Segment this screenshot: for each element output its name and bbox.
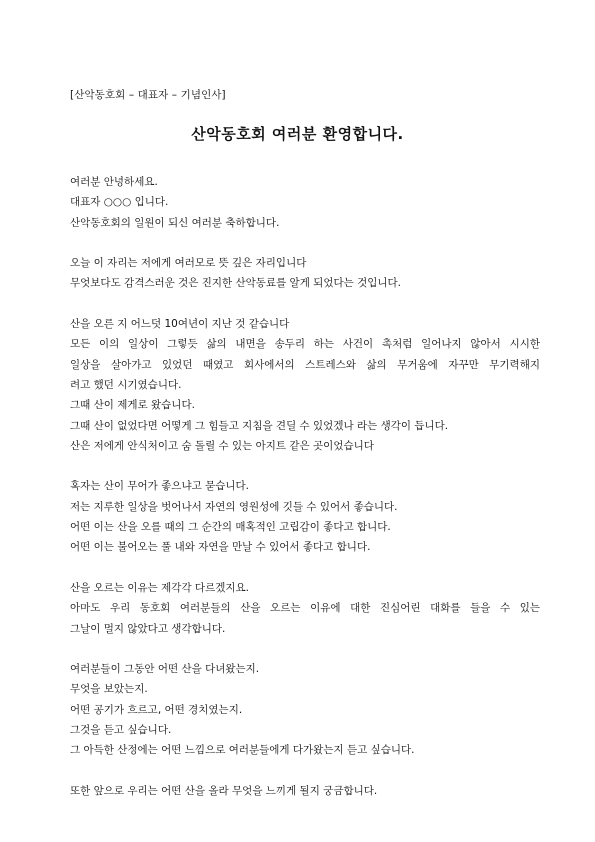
text-line: 그것을 듣고 싶습니다. xyxy=(70,724,172,737)
text-line: 산을 오른 지 어느덧 10여년이 지난 것 같습니다 xyxy=(70,318,290,331)
text-line: 혹자는 산이 무어가 좋으냐고 묻습니다. xyxy=(70,480,249,493)
text-line: 그때 산이 제게로 왔습니다. xyxy=(70,399,195,412)
paragraph-meaning xyxy=(70,253,540,294)
text-line: 오늘 이 자리는 저에게 여러모로 뜻 깊은 자리입니다 xyxy=(70,257,307,270)
document-body xyxy=(70,172,540,822)
text-line: 무엇보다도 감격스러운 것은 진지한 산악동료를 알게 되었다는 것입니다. xyxy=(70,277,401,290)
text-line: 그 아득한 산정에는 어떤 느낌으로 여러분들에게 다가왔는지 듣고 싶습니다. xyxy=(70,744,415,757)
document-tag-line: [산악동호회 – 대표자 – 기념인사] xyxy=(70,89,226,101)
text-line: 아마도 우리 동호회 여러분들의 산을 오르는 이유에 대한 진심어린 대화를 들을 수 있는 xyxy=(70,602,540,615)
text-line: 저는 지루한 일상을 벗어나서 자연의 영원성에 깃들 수 있어서 좋습니다. xyxy=(70,500,398,513)
text-line: 어떤 이는 산을 오를 때의 그 순간의 매혹적인 고립감이 좋다고 합니다. xyxy=(70,521,391,534)
text-line: 여러분 안녕하세요. xyxy=(70,176,158,188)
text-line: 모든 이의 일상이 그렇듯 삶의 내면을 송두리 하는 사건이 촉처럼 일어나지 않아서 시시한 xyxy=(70,338,540,351)
text-line: 대표자 ○○○ 입니다. xyxy=(70,196,169,209)
text-line: 산을 오르는 이유는 제각각 다르겠지요. xyxy=(70,581,249,594)
text-line: 일상을 살아가고 있었던 때였고 회사에서의 스트레스와 삶의 무거움에 자꾸만 무기력해지 xyxy=(70,358,540,371)
paragraph-reasons xyxy=(70,476,540,557)
text-line: 그때 산이 없었다면 어떻게 그 힘들고 지침을 견딜 수 있었겠나 라는 생각이 듭니다. xyxy=(70,419,449,432)
text-line: 어떤 이는 불어오는 풀 내와 자연을 만날 수 있어서 좋다고 합니다. xyxy=(70,541,371,554)
paragraph-different-reasons xyxy=(70,578,540,639)
paragraph-future xyxy=(70,781,540,801)
paragraph-history xyxy=(70,314,540,456)
text-line: 산은 저에게 안식처이고 숨 돌릴 수 있는 아지트 같은 곳이었습니다 xyxy=(70,439,374,452)
document-title: 산악동호회 여러분 환영합니다. xyxy=(191,125,404,143)
text-line: 여러분들이 그동안 어떤 산을 다녀왔는지. xyxy=(70,663,260,676)
text-line: 그날이 멀지 않았다고 생각합니다. xyxy=(70,622,226,635)
paragraph-greeting xyxy=(70,172,540,233)
text-line: 어떤 공기가 흐르고, 어떤 경치였는지. xyxy=(70,703,243,716)
text-line: 산악동호회의 일원이 되신 여러분 축하합니다. xyxy=(70,216,280,229)
text-line: 무엇을 보았는지. xyxy=(70,683,148,696)
paragraph-questions xyxy=(70,659,540,760)
text-line: 려고 했던 시기였습니다. xyxy=(70,378,182,391)
text-line: 또한 앞으로 우리는 어떤 산을 올라 무엇을 느끼게 될지 궁금합니다. xyxy=(70,784,378,797)
